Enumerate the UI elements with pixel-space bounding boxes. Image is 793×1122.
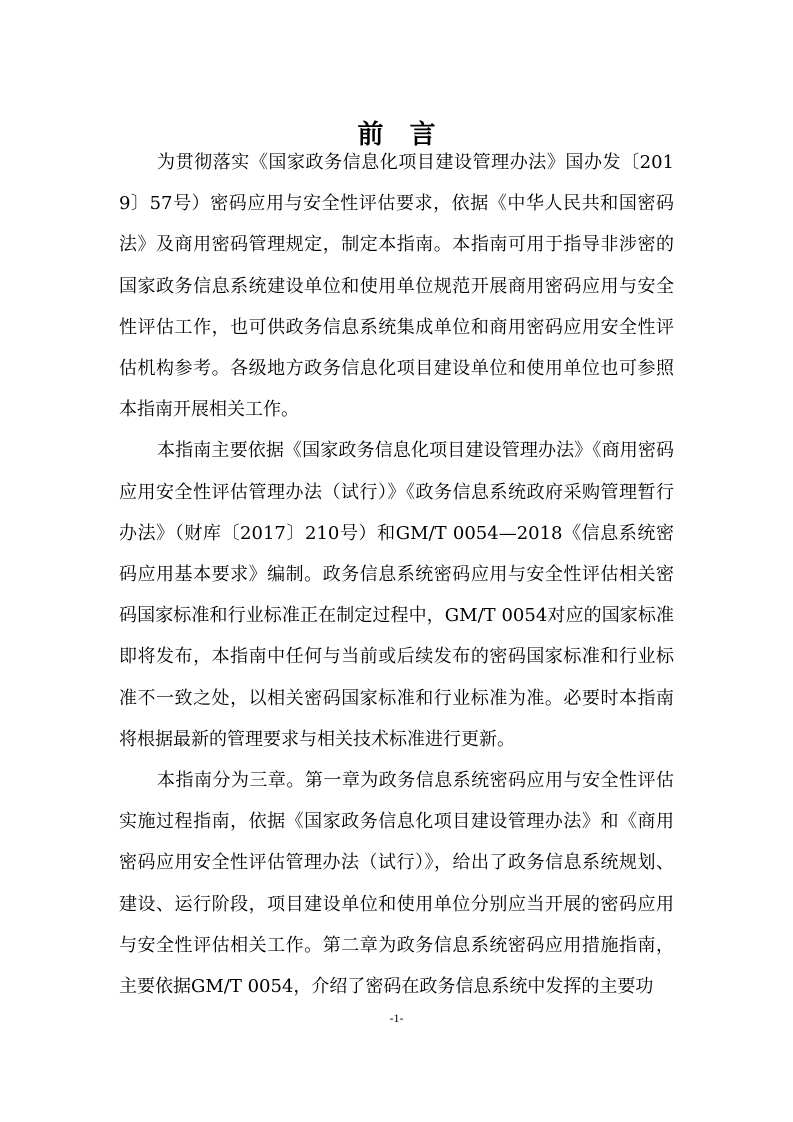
paragraph-3: 本指南分为三章。第一章为政务信息系统密码应用与安全性评估实施过程指南，依据《国家政务信息化项目建设管理办法》和《商用密码应用安全性评估管理办法（试行）》，给出了政务信息系统规划、建设、运行阶段，项目建设单位和使用单位分别应当开展的密码应用与安全性评估相关工作。第二章为政务信息系统密码应用措施指南，主要依据GM/T 0054，介绍了密码在政务信息系统中发挥的主要功 — [119, 770, 674, 998]
paragraph-1: 为贯彻落实《国家政务信息化项目建设管理办法》国办发〔2019〕57号）密码应用与安全性评估要求，依据《中华人民共和国密码法》及商用密码管理规定，制定本指南。本指南可用于指导非涉密的国家政务信息系统建设单位和使用单位规范开展商用密码应用与安全性评估工作，也可供政务信息系统集成单位和商用密码应用安全性评估机构参考。各级地方政务信息化项目建设单位和使用单位也可参照本指南开展相关工作。 — [119, 152, 674, 421]
preface-body — [119, 142, 674, 1007]
paragraph-2: 本指南主要依据《国家政务信息化项目建设管理办法》《商用密码应用安全性评估管理办法（试行）》《政务信息系统政府采购管理暂行办法》（财库〔2017〕210号）和GM/T 0054—2018《信息系统密码应用基本要求》编制。政务信息系统密码应用与安全性评估相关密码国家标准和行业标准正在制定过程中，GM/T 0054对应的国家标准即将发布，本指南中任何与当前或后续发布的密码国家标准和行业标准不一致之处，以相关密码国家标准和行业标准为准。必要时本指南将根据最新的管理要求与相关技术标准进行更新。 — [119, 440, 674, 750]
page-number: -1- — [389, 1011, 404, 1025]
page-title: 前言 — [357, 120, 462, 151]
